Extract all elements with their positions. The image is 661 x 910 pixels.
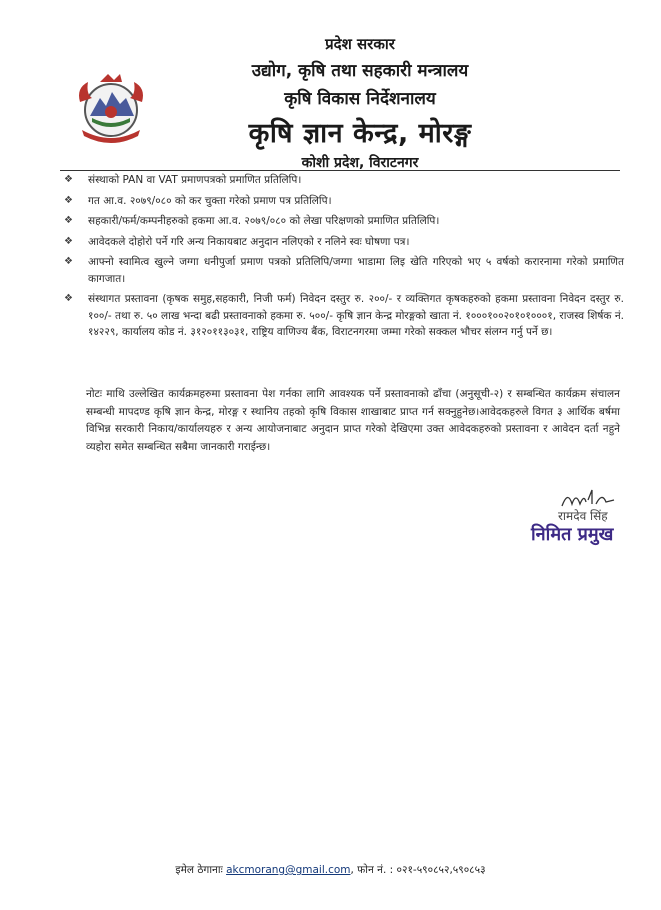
list-item-text: संस्थागत प्रस्तावना (कृषक समुह,सहकारी, निजी फर्म) निवेदन दस्तुर रु. २००/- र व्यक्तिगत कृषकहरुको हकमा प्रस्तावना निवेदन दस्तुर रु. १००/- तथा रु. ५० लाख भन्दा बढी प्रस्तावनाको हकमा रु. ५००/- कृषि ज्ञान केन्द्र मोरङ्गको खाता नं. १०००१००२०१०१०००१, राजस्व शिर्षक नं. १४२२९, कार्यालय कोड नं. ३१२०११३०३१, राष्ट्रिय वाणिज्य बैंक, विराटनगरमा जम्मा गरेको सक्कल भौचर संलग्न गर्नु पर्ने छ।: [88, 293, 624, 338]
phone-text: , फोन नं. : ०२१-५९०८५२,५९०८५३: [350, 864, 486, 876]
list-item-text: आवेदकले दोहोरो पर्ने गरि अन्य निकायबाट अनुदान नलिएको र नलिने स्वः घोषणा पत्र।: [88, 235, 410, 248]
header-line-ministry: उद्योग, कृषि तथा सहकारी मन्त्रालय: [251, 61, 469, 81]
office-location: कोशी प्रदेश, विराटनगर: [301, 155, 419, 171]
list-item-text: सहकारी/फर्म/कम्पनीहरुको हकमा आ.व. २०७९/०८० को लेखा परिक्षणको प्रमाणित प्रतिलिपि।: [88, 215, 440, 227]
list-item: [64, 291, 624, 341]
list-item: [64, 234, 624, 251]
bullet-icon: ❖: [64, 174, 73, 185]
note-paragraph: नोटः माथि उल्लेखित कार्यक्रमहरुमा प्रस्तावना पेश गर्नका लागि आवश्यक पर्ने प्रस्तावनाको ढाँचा (अनुसूची-२) र सम्बन्धित कार्यक्रम संचालन सम्बन्धी मापदण्ड कृषि ज्ञान केन्द्र, मोरङ्ग र स्थानिय तहको कृषि विकास शाखाबाट प्राप्त गर्न सक्नुहुनेछ।आवेदकहरुले विगत ३ आर्थिक बर्षमा विभिन्न सरकारी निकाय/कार्यालयहरु र अन्य आयोजनाबाट अनुदान प्राप्त गरेको देखिएमा उक्त आवेदकहरुको प्रस्तावना र आवेदन दर्ता नहुने व्यहोरा समेत सम्बन्धित सबैमा जानकारी गराईन्छ।: [86, 388, 620, 453]
list-item-text: गत आ.व. २०७९/०८० को कर चुक्ता गरेको प्रमाण पत्र प्रतिलिपि।: [88, 194, 332, 207]
list-item: [64, 172, 624, 189]
header-line-pradesh-sarkar: प्रदेश सरकार: [325, 35, 395, 53]
header-line-directorate: कृषि विकास निर्देशनालय: [284, 89, 436, 109]
email-label: इमेल ठेगानाः: [175, 864, 223, 876]
signatory-name: रामदेव सिंह: [558, 509, 608, 523]
requirements-list: [64, 172, 624, 345]
header-divider: [60, 170, 620, 171]
list-item-text: संस्थाको PAN वा VAT प्रमाणपत्रको प्रमाणित प्रतिलिपि।: [88, 174, 302, 186]
list-item-text: आफ्नो स्वामित्व खुल्ने जग्गा धनीपुर्जा प्रमाण पत्रको प्रतिलिपि/जग्गा भाडामा लिइ खेति गरिएको भए ५ वर्षको करारनामा गरेको प्रमाणित कागजात।: [88, 256, 624, 285]
bullet-icon: ❖: [64, 235, 73, 247]
nepal-emblem-icon: [72, 72, 150, 144]
bullet-icon: ❖: [64, 293, 73, 304]
list-item: [64, 254, 624, 287]
bullet-icon: ❖: [64, 256, 73, 267]
email-link[interactable]: akcmorang@gmail.com: [226, 864, 351, 876]
signatory-title-stamp: निमित प्रमुख: [531, 524, 614, 545]
office-title: कृषि ज्ञान केन्द्र, मोरङ्ग: [248, 118, 472, 149]
footer-contact: [0, 863, 661, 877]
bullet-icon: ❖: [64, 215, 73, 226]
list-item: [64, 213, 624, 230]
bullet-icon: ❖: [64, 194, 73, 206]
list-item: [64, 193, 624, 210]
